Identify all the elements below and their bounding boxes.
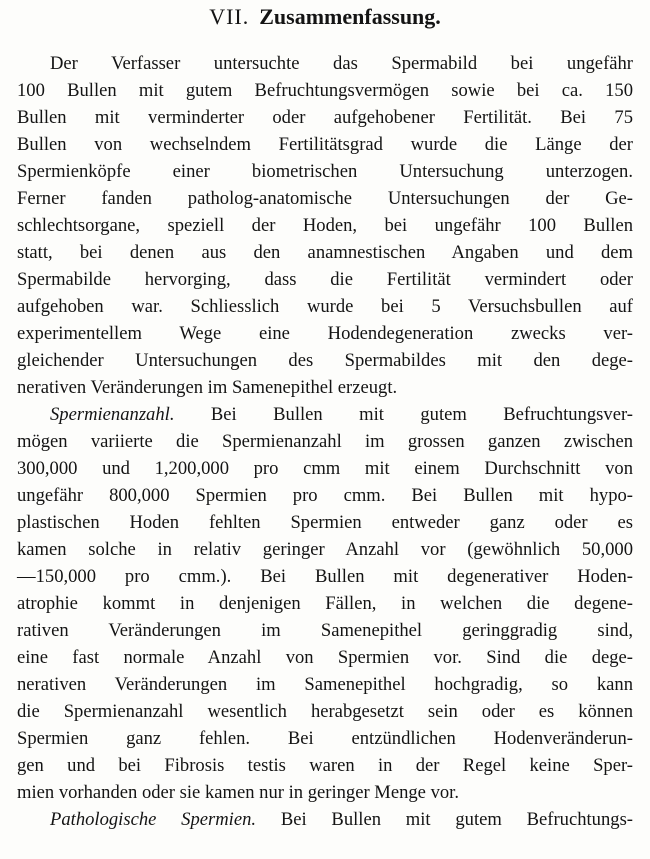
- p1-line-6: Ferner fanden patholog-anatomische Untersuchungen der Ge-: [17, 188, 633, 209]
- p2-line-13: Spermien ganz fehlen. Bei entzündlichen Hodenveränderun-: [17, 728, 633, 749]
- p2-line-15: mien vorhanden oder sie kamen nur in geringer Menge vor.: [17, 782, 459, 803]
- section-title: Zusammenfassung.: [259, 4, 441, 29]
- p2-line-8: atrophie kommt in denjenigen Fällen, in welchen die degene-: [17, 593, 633, 614]
- p1-line-9: Spermabilde hervorging, dass die Fertilität vermindert oder: [17, 269, 633, 290]
- p1-line-13: nerativen Veränderungen im Samenepithel erzeugt.: [17, 377, 398, 398]
- section-number: VII.: [209, 4, 250, 29]
- p1-line-1: Der Verfasser untersuchte das Spermabild bei ungefähr: [50, 53, 633, 74]
- p2-line-7: —150,000 pro cmm.). Bei Bullen mit degenerativer Hoden-: [17, 566, 633, 587]
- p1-line-10: aufgehoben war. Schliesslich wurde bei 5 Versuchsbullen auf: [17, 296, 633, 317]
- p2-line-10: eine fast normale Anzahl von Spermien vor. Sind die dege-: [17, 647, 633, 668]
- p2-line-12: die Spermienanzahl wesentlich herabgesetzt sein oder es können: [17, 701, 633, 722]
- p1-line-12: gleichender Untersuchungen des Spermabildes mit den dege-: [17, 350, 633, 371]
- p2-line-6: kamen solche in relativ geringer Anzahl vor (gewöhnlich 50,000: [17, 539, 633, 560]
- p2-line-5: plastischen Hoden fehlten Spermien entweder ganz oder es: [17, 512, 633, 533]
- p1-line-3: Bullen mit verminderter oder aufgehobener Fertilität. Bei 75: [17, 107, 633, 128]
- p2-line-3: 300,000 und 1,200,000 pro cmm mit einem Durchschnitt von: [17, 458, 633, 479]
- p1-line-8: statt, bei denen aus den anamnestischen Angaben und dem: [17, 242, 633, 263]
- p2-line-9: rativen Veränderungen im Samenepithel geringgradig sind,: [17, 620, 633, 641]
- p3-line-1-rest: Bei Bullen mit gutem Befruchtungs-: [280, 809, 633, 830]
- p2-line-2: mögen variierte die Spermienanzahl im grossen ganzen zwischen: [17, 431, 633, 452]
- p1-line-11: experimentellem Wege eine Hodendegeneration zwecks ver-: [17, 323, 633, 344]
- p2-line-4: ungefähr 800,000 Spermien pro cmm. Bei Bullen mit hypo-: [17, 485, 633, 506]
- p1-line-4: Bullen von wechselndem Fertilitätsgrad wurde die Länge der: [17, 134, 633, 155]
- p1-line-7: schlechtsorgane, speziell der Hoden, bei ungefähr 100 Bullen: [17, 215, 633, 236]
- p3-line-1: [50, 808, 633, 832]
- p2-lead: Spermienanzahl.: [50, 404, 175, 425]
- p2-line-11: nerativen Veränderungen im Samenepithel hochgradig, so kann: [17, 674, 633, 695]
- p2-line-1-rest: Bei Bullen mit gutem Befruchtungsver-: [210, 404, 633, 425]
- section-heading: [0, 4, 650, 30]
- p3-lead: Pathologische Spermien.: [50, 809, 257, 830]
- p1-line-2: 100 Bullen mit gutem Befruchtungsvermögen sowie bei ca. 150: [17, 80, 633, 101]
- p2-line-1: [50, 403, 633, 427]
- p2-line-14: gen und bei Fibrosis testis waren in der Regel keine Sper-: [17, 755, 633, 776]
- p1-line-5: Spermienköpfe einer biometrischen Untersuchung unterzogen.: [17, 161, 633, 182]
